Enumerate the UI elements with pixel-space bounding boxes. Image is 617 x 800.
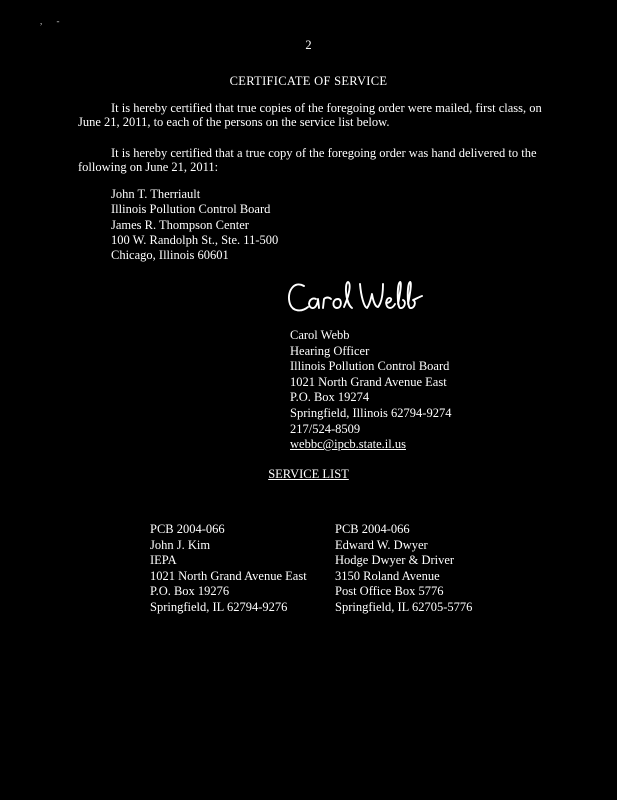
service-list-title: SERVICE LIST <box>268 467 349 481</box>
service-entry <box>150 522 307 616</box>
service-box: P.O. Box 19276 <box>150 584 230 599</box>
paragraph-mailed <box>78 101 548 129</box>
officer-city: Springfield, Illinois 62794-9274 <box>290 405 452 420</box>
address-line: Illinois Pollution Control Board <box>111 202 271 217</box>
service-name: John J. Kim <box>150 537 211 552</box>
officer-phone: 217/524-8509 <box>290 421 361 436</box>
paragraph-mailed-text: It is hereby certified that true copies of the foregoing order were mailed, first class, on June 21, 2011, to each of the persons on the service list below. <box>78 101 542 129</box>
service-city: Springfield, IL 62705-5776 <box>335 599 473 614</box>
paragraph-hand-delivered <box>78 146 548 174</box>
service-name: Edward W. Dwyer <box>335 537 428 552</box>
service-city: Springfield, IL 62794-9276 <box>150 599 288 614</box>
service-organization: IEPA <box>150 553 177 568</box>
officer-street: 1021 North Grand Avenue East <box>290 374 447 389</box>
service-street: 3150 Roland Avenue <box>335 568 440 583</box>
certificate-title: CERTIFICATE OF SERVICE <box>229 74 388 88</box>
service-case: PCB 2004-066 <box>150 522 225 536</box>
officer-organization: Illinois Pollution Control Board <box>290 359 450 374</box>
service-case: PCB 2004-066 <box>335 522 410 536</box>
scan-specks: , - <box>40 16 66 26</box>
service-organization: Hodge Dwyer & Driver <box>335 553 455 568</box>
hearing-officer-block <box>290 328 451 453</box>
officer-po-box: P.O. Box 19274 <box>290 390 370 405</box>
officer-name: Carol Webb <box>290 328 350 342</box>
address-line: Chicago, Illinois 60601 <box>111 248 229 263</box>
service-box: Post Office Box 5776 <box>335 584 444 599</box>
officer-email-link[interactable]: webbc@ipcb.state.il.us <box>290 437 406 452</box>
service-entry <box>335 522 472 616</box>
service-street: 1021 North Grand Avenue East <box>150 568 307 583</box>
address-line: James R. Thompson Center <box>111 217 249 232</box>
handwritten-signature <box>286 274 426 322</box>
page-number: 2 <box>305 38 312 52</box>
address-line: John T. Therriault <box>111 187 201 201</box>
address-line: 100 W. Randolph St., Ste. 11-500 <box>111 232 279 247</box>
paragraph-hand-delivered-text: It is hereby certified that a true copy of the foregoing order was hand delivered to the following on June 21, 2011: <box>78 146 537 174</box>
hand-delivery-address <box>111 187 278 263</box>
officer-title: Hearing Officer <box>290 343 370 358</box>
